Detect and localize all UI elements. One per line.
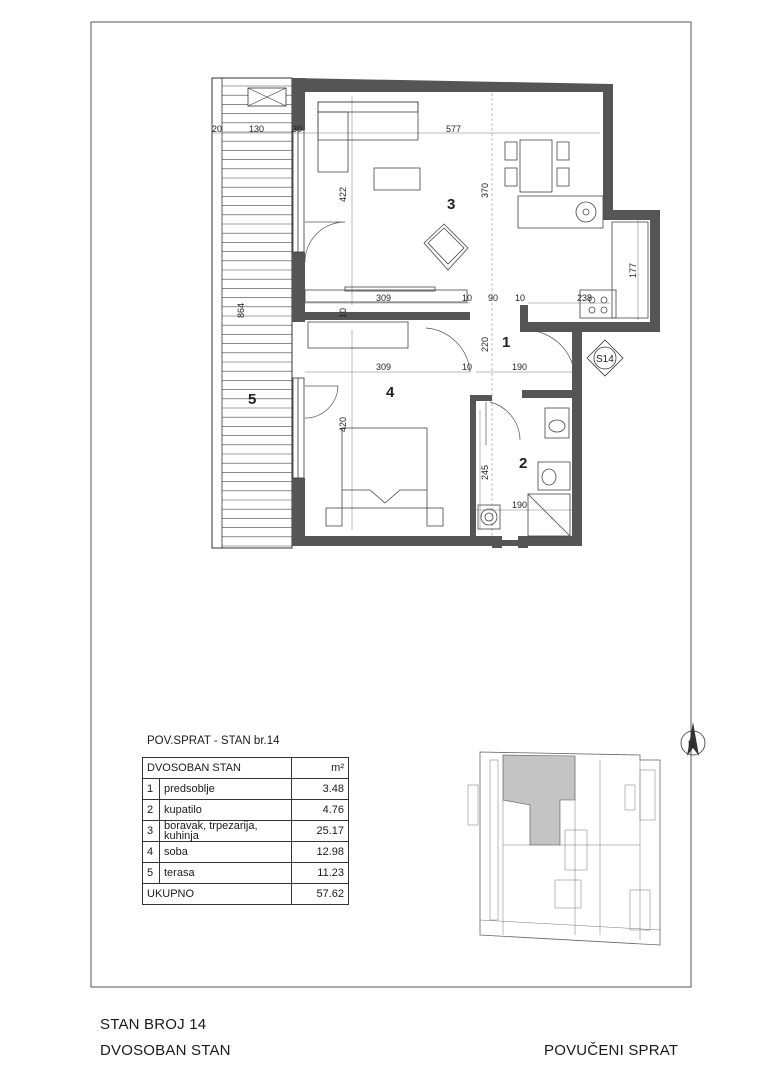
dim-kitchen-depth: 177 <box>628 262 638 278</box>
table-total-row <box>143 884 349 905</box>
row-number: 4 <box>143 842 160 863</box>
table-row <box>143 863 349 884</box>
row-area: 11.23 <box>292 863 349 884</box>
row-area: 3.48 <box>292 779 349 800</box>
table-row <box>143 842 349 863</box>
north-label: N <box>688 739 695 749</box>
row-area: 12.98 <box>292 842 349 863</box>
room-number-4: 4 <box>386 384 395 401</box>
dim-kitchen-238: 238 <box>577 293 593 303</box>
total-label: UKUPNO <box>143 884 292 905</box>
table-row <box>143 821 349 842</box>
dim-wall-30: 30 <box>292 124 303 134</box>
row-number: 1 <box>143 779 160 800</box>
area-table <box>142 757 349 905</box>
dim-wall-10-c: 10 <box>338 307 348 318</box>
dim-living-width: 577 <box>446 124 462 134</box>
table-header-row <box>143 758 349 779</box>
dim-door-90: 90 <box>488 293 499 303</box>
dim-living-309: 309 <box>376 293 392 303</box>
row-area: 4.76 <box>292 800 349 821</box>
total-area: 57.62 <box>292 884 349 905</box>
room-number-1: 1 <box>502 334 511 351</box>
dim-dining-height: 370 <box>480 182 490 198</box>
row-name: kupatilo <box>160 800 292 821</box>
dim-living-height: 422 <box>338 186 348 202</box>
dim-bath-height: 245 <box>480 464 490 480</box>
dim-wall-10-d: 10 <box>462 362 473 372</box>
dim-terrace-length: 864 <box>236 302 246 318</box>
terrace <box>212 78 292 548</box>
row-number: 5 <box>143 863 160 884</box>
dim-hall-220: 220 <box>480 336 490 352</box>
dim-wall-10-b: 10 <box>515 293 526 303</box>
footer-floor: POVUČENI SPRAT <box>544 1042 679 1059</box>
room-number-5: 5 <box>248 391 257 408</box>
dim-terrace-left: 20 <box>212 124 223 134</box>
stair-tag-label: S14 <box>596 354 614 365</box>
table-row <box>143 800 349 821</box>
room-number-3: 3 <box>447 196 456 213</box>
north-arrow <box>681 722 705 756</box>
room-numbers <box>248 196 527 472</box>
table-title: POV.SPRAT - STAN br.14 <box>147 735 280 747</box>
table-header-unit: m² <box>292 758 349 779</box>
room-number-2: 2 <box>519 455 528 472</box>
dim-terrace-width: 130 <box>249 124 265 134</box>
footer-apartment-number: STAN BROJ 14 <box>100 1016 207 1033</box>
row-number: 3 <box>143 821 160 842</box>
dim-bed-309: 309 <box>376 362 392 372</box>
row-area: 25.17 <box>292 821 349 842</box>
row-name: terasa <box>160 863 292 884</box>
dim-bath-190: 190 <box>512 500 528 510</box>
row-number: 2 <box>143 800 160 821</box>
row-name: predsoblje <box>160 779 292 800</box>
key-plan <box>468 752 660 945</box>
dim-hall-190: 190 <box>512 362 528 372</box>
row-name: boravak, trpezarija, kuhinja <box>160 821 292 842</box>
dim-wall-10-a: 10 <box>462 293 473 303</box>
stair-tag <box>587 340 623 376</box>
table-row <box>143 779 349 800</box>
table-header-type: DVOSOBAN STAN <box>143 758 292 779</box>
row-name: soba <box>160 842 292 863</box>
footer-apartment-type: DVOSOBAN STAN <box>100 1042 231 1059</box>
dim-bed-height: 420 <box>338 416 348 432</box>
